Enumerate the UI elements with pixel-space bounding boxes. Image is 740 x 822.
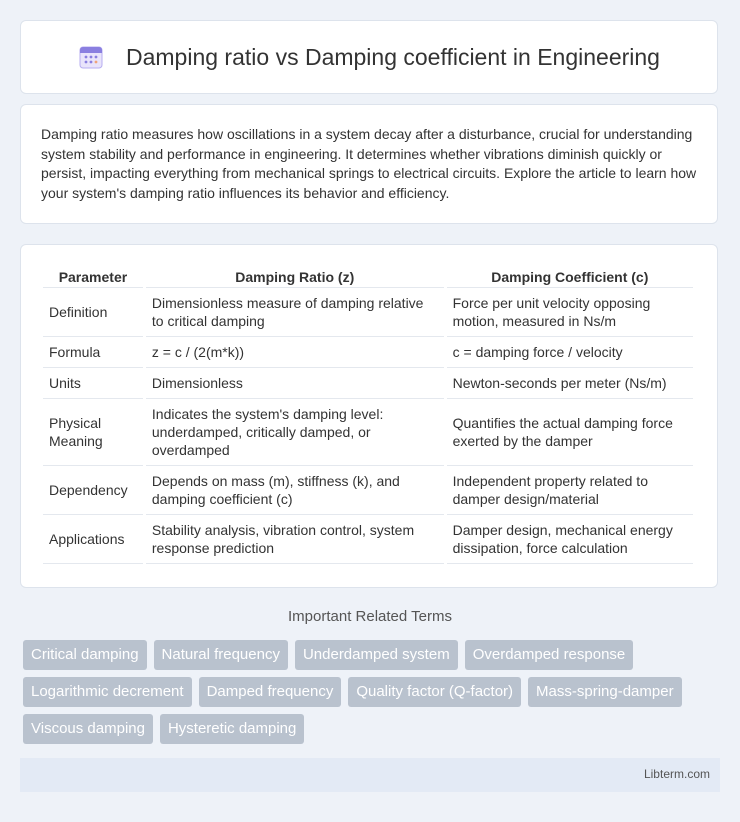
related-term-tag[interactable]: Hysteretic damping [160, 714, 304, 744]
ratio-cell: Depends on mass (m), stiffness (k), and damping coefficient (c) [146, 466, 444, 515]
table-row [43, 466, 693, 515]
row-label: Physical Meaning [43, 399, 143, 466]
related-term-tag[interactable]: Natural frequency [154, 640, 288, 670]
ratio-cell: Dimensionless measure of damping relative to critical damping [146, 288, 444, 337]
related-term-tag[interactable]: Critical damping [23, 640, 147, 670]
table-header-row [43, 265, 693, 288]
footer-site-link[interactable]: Libterm.com [643, 767, 710, 781]
table-row [43, 368, 693, 399]
table-row [43, 288, 693, 337]
table-row [43, 515, 693, 564]
related-term-tag[interactable]: Overdamped response [465, 640, 634, 670]
coefficient-cell: Damper design, mechanical energy dissipation, force calculation [447, 515, 693, 564]
header-damping-coefficient: Damping Coefficient (c) [447, 265, 693, 288]
ratio-cell: Stability analysis, vibration control, system response prediction [146, 515, 444, 564]
intro-card [20, 104, 718, 224]
footer [20, 758, 720, 792]
header-damping-ratio: Damping Ratio (z) [146, 265, 444, 288]
ratio-cell: z = c / (2(m*k)) [146, 337, 444, 368]
header-parameter: Parameter [43, 265, 143, 288]
related-term-tag[interactable]: Logarithmic decrement [23, 677, 192, 707]
related-term-tag[interactable]: Viscous damping [23, 714, 153, 744]
row-label: Definition [43, 288, 143, 337]
table-row [43, 337, 693, 368]
coefficient-cell: Independent property related to damper design/material [447, 466, 693, 515]
ratio-cell: Dimensionless [146, 368, 444, 399]
intro-text: Damping ratio measures how oscillations in a system decay after a disturbance, crucial for understanding system stability and performance in engineering. It determines whether vibrations diminish quickly or persist, impacting everything from mechanical springs to electrical circuits. Explore the article to learn how your system's damping ratio influences its behavior and efficiency. [41, 126, 697, 201]
coefficient-cell: c = damping force / velocity [447, 337, 693, 368]
table-row [43, 399, 693, 466]
related-term-tag[interactable]: Mass-spring-damper [528, 677, 682, 707]
related-terms-title: Important Related Terms [288, 608, 452, 625]
row-label: Formula [43, 337, 143, 368]
page-title: Damping ratio vs Damping coefficient in Engineering [126, 43, 660, 70]
related-terms-list [23, 640, 723, 744]
comparison-table-card [20, 244, 718, 588]
related-term-tag[interactable]: Underdamped system [295, 640, 458, 670]
coefficient-cell: Newton-seconds per meter (Ns/m) [447, 368, 693, 399]
ratio-cell: Indicates the system's damping level: underdamped, critically damped, or overdamped [146, 399, 444, 466]
related-term-tag[interactable]: Quality factor (Q-factor) [348, 677, 521, 707]
calendar-grid-icon [78, 44, 104, 70]
row-label: Units [43, 368, 143, 399]
related-term-tag[interactable]: Damped frequency [199, 677, 342, 707]
row-label: Dependency [43, 466, 143, 515]
coefficient-cell: Force per unit velocity opposing motion, measured in Ns/m [447, 288, 693, 337]
row-label: Applications [43, 515, 143, 564]
comparison-table [40, 265, 696, 564]
header-card [20, 20, 718, 94]
coefficient-cell: Quantifies the actual damping force exerted by the damper [447, 399, 693, 466]
